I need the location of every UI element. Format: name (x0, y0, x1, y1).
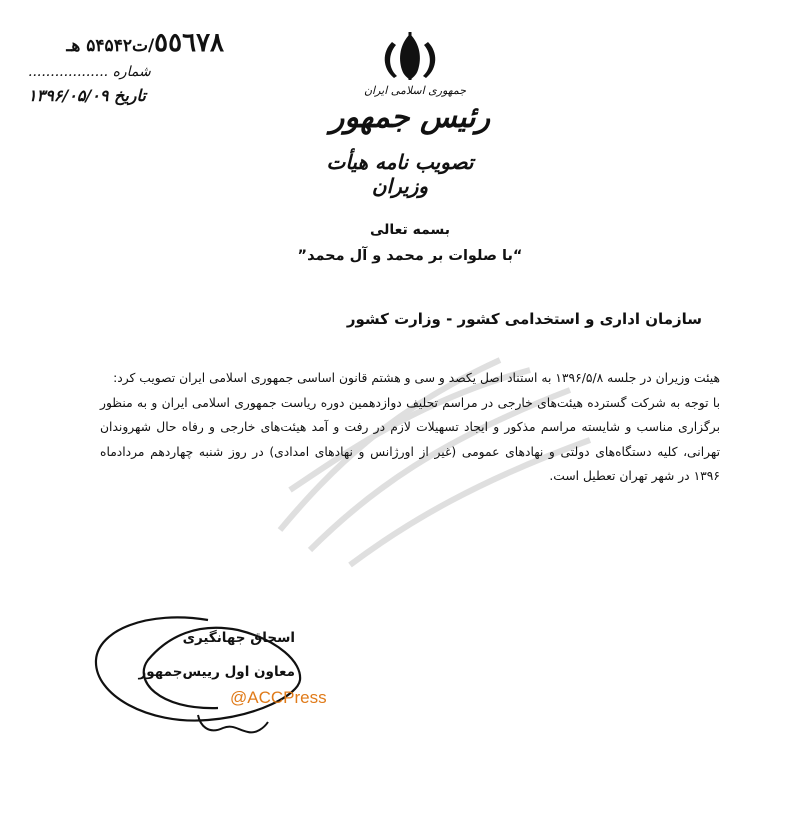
letter-number-big: ٥٥٦٧٨ (154, 28, 224, 58)
date-label: تاریخ (114, 86, 146, 105)
press-credit: @ACCPress (230, 688, 327, 707)
date-row (28, 86, 228, 105)
signer-role: معاون اول رییس‌جمهور (138, 664, 295, 680)
basmala: بسمه تعالی (369, 222, 451, 238)
shomare-dots: .................. (28, 64, 109, 80)
republic-label: جمهوری اسلامی ایران (363, 84, 467, 97)
letter-number (28, 28, 228, 58)
reference-block (28, 28, 228, 105)
signer-name: اسحاق جهانگیری (182, 630, 295, 646)
letter-number-small: /ت۵۴۵۴۲ هـ (66, 36, 155, 56)
shomare-label: شماره (112, 64, 151, 80)
shomare-row (28, 64, 228, 80)
cabinet-approval-title: تصویب نامه هیأت وزیران (326, 150, 474, 198)
date-value: ۱۳۹۶/۰۵/۰۹ (28, 86, 109, 105)
decree-body (100, 366, 720, 489)
addressee: سازمان اداری و استخدامی کشور - وزارت کشور (346, 310, 702, 328)
salavat-line: “با صلوات بر محمد و آل محمد” (297, 248, 523, 264)
iran-emblem-icon (340, 30, 480, 82)
decree-paragraph-main: با توجه به شرکت گسترده هیئت‌های خارجی در مراسم تحلیف دوازدهمین دوره ریاست جمهوری اسلامی ایران و به منظور برگزاری مناسب و شایسته مراسم مذکور و ایجاد تسهیلات لازم در رفت و آمد هیئت‌های خارجی و رفاه حال شهروندان تهرانی، کلیه دستگاه‌های دولتی و نهادهای عمومی (غیر از اورژانس و نهادهای امدادی) در روز شنبه چهاردهم مردادماه ۱۳۹۶ در شهر تهران تعطیل است. (100, 395, 720, 483)
president-title: رئیس جمهور (329, 100, 491, 135)
decree-paragraph-intro: هیئت وزیران در جلسه ۱۳۹۶/۵/۸ به استناد اصل یکصد و سی و هشتم قانون اساسی جمهوری اسلامی ایران تصویب کرد: (113, 371, 720, 385)
